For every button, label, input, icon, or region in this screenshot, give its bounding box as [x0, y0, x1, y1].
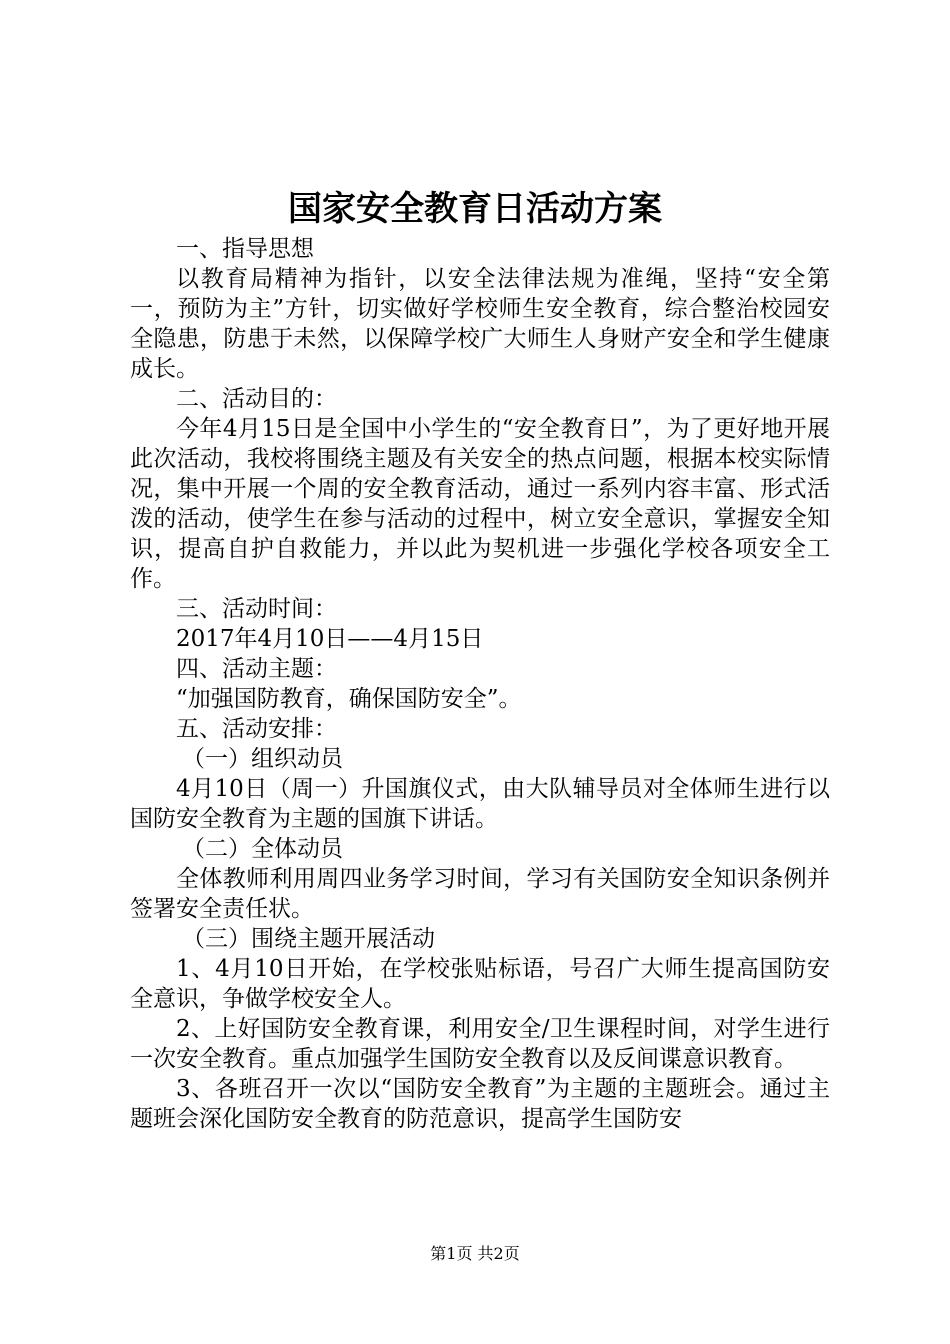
section-heading-guiding-ideology: 一、指导思想: [176, 236, 314, 262]
paragraph-activity-time: 2017年4月10日——4月15日: [176, 626, 484, 652]
paragraph-guiding-ideology: 以教育局精神为指针，以安全法律法规为准绳，坚持“安全第一，预防为主”方针，切实做好学校师生安全教育，综合整治校园安全隐患，防患于未然，以保障学校广大师生人身财产安全和学生健康成长。: [130, 266, 830, 382]
section-heading-activity-purpose: 二、活动目的：: [176, 386, 337, 412]
subheading-mobilization: （一）组织动员: [182, 746, 343, 772]
paragraph-mobilization: 4月10日（周一）升国旗仪式，由大队辅导员对全体师生进行以国防安全教育为主题的国旗下讲话。: [130, 776, 830, 832]
subheading-theme-activities: （三）围绕主题开展活动: [182, 926, 435, 952]
paragraph-theme-activity-3: 3、各班召开一次以“国防安全教育”为主题的主题班会。通过主题班会深化国防安全教育的防范意识，提高学生国防安: [130, 1076, 830, 1132]
paragraph-all-staff: 全体教师利用周四业务学习时间，学习有关国防安全知识条例并签署安全责任状。: [130, 866, 830, 922]
document-title: 国家安全教育日活动方案: [288, 189, 662, 229]
paragraph-activity-theme: “加强国防教育，确保国防安全”。: [176, 686, 522, 712]
page-indicator: 第1页 共2页: [430, 1244, 520, 1263]
section-heading-activity-theme: 四、活动主题：: [176, 656, 337, 682]
document-body: [130, 234, 830, 1134]
paragraph-theme-activity-1: 1、4月10日开始，在学校张贴标语，号召广大师生提高国防安全意识，争做学校安全人。: [130, 956, 830, 1012]
subheading-all-staff: （二）全体动员: [182, 836, 343, 862]
paragraph-activity-purpose: 今年4月15日是全国中小学生的“安全教育日”，为了更好地开展此次活动，我校将围绕主题及有关安全的热点问题，根据本校实际情况，集中开展一个周的安全教育活动，通过一系列内容丰富、形式活泼的活动，使学生在参与活动的过程中，树立安全意识，掌握安全知识，提高自护自救能力，并以此为契机进一步强化学校各项安全工作。: [130, 416, 830, 592]
section-heading-activity-time: 三、活动时间：: [176, 596, 337, 622]
section-heading-activity-arrangement: 五、活动安排：: [176, 716, 337, 742]
page-footer: [0, 1242, 950, 1266]
paragraph-theme-activity-2: 2、上好国防安全教育课，利用安全/卫生课程时间，对学生进行一次安全教育。重点加强学生国防安全教育以及反间谍意识教育。: [130, 1016, 830, 1072]
